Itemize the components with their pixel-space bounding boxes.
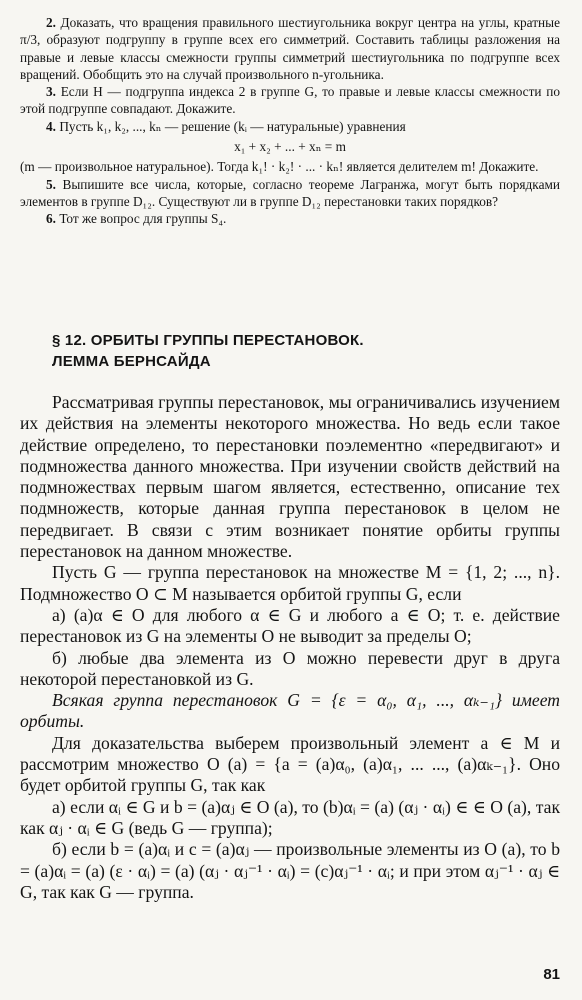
equation: x₁ + x₂ + ... + xₙ = m [234,139,346,155]
proof-step-a: а) если αᵢ ∈ G и b = (a)αⱼ ∈ O (a), то (b)αᵢ = (a) (αⱼ · αᵢ) ∈ ∈ O (a), так как αⱼ · αᵢ ∈ G (ведь G — группа); [20,796,560,838]
exercise-6 [20,210,560,227]
paragraph-definition: Пусть G — группа перестановок на множестве M = {1, 2; ..., n}. Подмножество O ⊂ M называется орбитой группы G, если [20,562,560,604]
section-heading [52,330,522,372]
exercise-text: Пусть k₁, k₂, ..., kₙ — решение (kᵢ — натуральные) уравнения [59,118,406,134]
exercise-4-continuation: (m — произвольное натуральное). Тогда k₁! · k₂! · ... · kₙ! является делителем m! Докажите. [20,159,539,175]
exercise-text: Доказать, что вращения правильного шестиугольника вокруг центра на углы, кратные π/3, образуют подгруппу в группе всех его симметрий. Составить таблицы разложения на правые и левые классы смежности группы симметрий шестиугольника по подгруппе всех вращений. Обобщить это на случай произвольного n-угольника. [20,15,560,82]
section-title-line-1: § 12. ОРБИТЫ ГРУППЫ ПЕРЕСТАНОВОК. [52,332,364,349]
page-number: 81 [543,966,560,983]
exercise-2 [20,14,560,83]
exercise-text: Тот же вопрос для группы S₄. [59,211,227,227]
exercise-number: 3. [46,84,56,100]
exercise-number: 4. [46,118,56,134]
exercise-number: 2. [46,15,56,30]
theorem-statement [20,690,560,733]
exercise-number: 6. [46,211,56,227]
exercises-block [20,14,560,228]
paragraph-proof: Для доказательства выберем произвольный элемент a ∈ M и рассмотрим множество O (a) = {a = (a)α₀, (a)α₁, ... ..., (a)αₖ₋₁}. Оно будет орбитой группы G, так как [20,732,560,796]
exercise-5 [20,176,560,211]
theorem-text: Всякая группа перестановок G = {ε = α₀, α₁, ..., αₖ₋₁} имеет орбиты. [20,690,560,732]
exercise-3 [20,83,560,118]
main-text [20,392,560,903]
exercise-4 [20,118,560,135]
exercise-number: 5. [46,176,56,192]
exercise-text: Выпишите все числа, которые, согласно теореме Лагранжа, могут быть порядками элементов в группе D₁₂. Существуют ли в группе D₁₂ перестановки таких порядков? [20,176,560,209]
exercise-text: Если H — подгруппа индекса 2 в группе G, то правые и левые классы смежности по этой подгруппе совпадают. Докажите. [20,84,560,117]
condition-b: б) любые два элемента из O можно перевести друг в друга некоторой перестановкой из G. [20,647,560,689]
section-title-line-2: ЛЕММА БЕРНСАЙДА [52,353,211,370]
paragraph-intro: Рассматривая группы перестановок, мы ограничивались изучением их действия на элементы некоторого множества. Но ведь если такое действие определено, то перестановки поэлементно «передвигают» и подмножества данного множества. При изучении свойств действий на подмножествах первым шагом является, естественно, описание тех подмножеств, которые данная группа перестановок в целом не передвигает. В связи с этим возникает понятие орбиты группы перестановок на данном множестве. [20,392,560,562]
condition-a: а) (a)α ∈ O для любого α ∈ G и любого a ∈ O; т. е. действие перестановок из G на элементы O не выводит за пределы O; [20,604,560,647]
proof-step-b: б) если b = (a)αᵢ и c = (a)αⱼ — произвольные элементы из O (a), то b = (a)αᵢ = (a) (ε · αᵢ) = (a) (αⱼ · αⱼ⁻¹ · αᵢ) = (c)αⱼ⁻¹ · αᵢ; и при этом αⱼ⁻¹ · αⱼ ∈ G, так как G — группа. [20,839,560,902]
